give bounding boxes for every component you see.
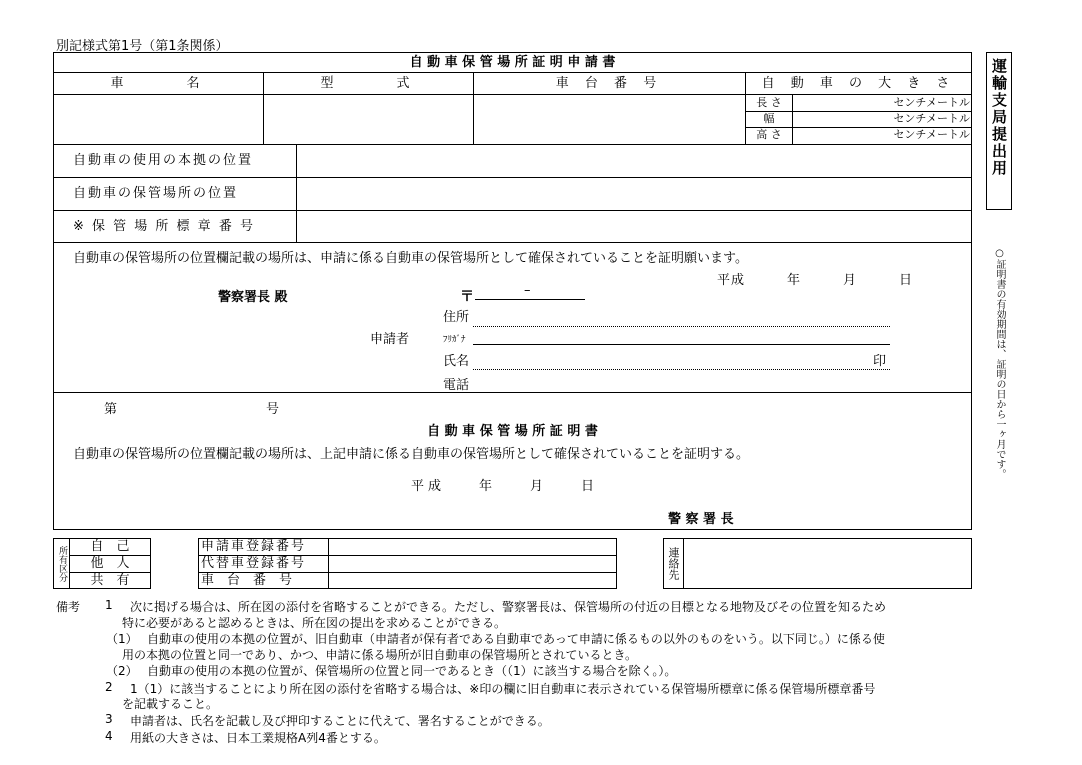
chassis-number-label: 車 台 番 号 (201, 573, 293, 588)
car-name-field[interactable] (54, 95, 262, 143)
header-chassis-number: 車 台 番 号 (555, 76, 663, 91)
note-4-text: 用紙の大きさは、日本工業規格A列4番とする。 (130, 731, 386, 745)
form-title: 自 動 車 保 管 場 所 証 明 申 請 書 (409, 55, 616, 70)
storage-location-field[interactable] (297, 178, 971, 209)
width-unit[interactable]: センチメートル (893, 112, 970, 125)
note-2-text: 1（1）に該当することにより所在図の添付を省略する場合は、※印の欄に旧自動車に表示されている保管場所標章に係る保管場所標章番号 (130, 682, 876, 696)
replacement-registration-field[interactable] (329, 556, 616, 572)
note-1-2-text: 自動車の使用の本拠の位置が、保管場所の位置と同一であるとき（（1）に該当する場合を除く。）。 (147, 664, 677, 678)
postal-mark: 〒 (460, 289, 474, 305)
note-1-1-text: 自動車の使用の本拠の位置が、旧自動車（申請者が保有者である自動車であって申請に係るもの以外のものをいう。以下同じ。）に係る使 (147, 632, 885, 646)
note-1-text: 次に掲げる場合は、所在図の添付を省略することができる。ただし、警察署長は、保管場所の付近の目標となる地物及びその位置を知るため (130, 600, 887, 614)
note-1-2-num: （2） (106, 664, 138, 678)
chassis-number-field-bottom[interactable] (329, 573, 616, 588)
seal-mark: 印 (873, 354, 887, 369)
storage-location-label: 自動車の保管場所の位置 (73, 186, 239, 201)
base-location-label: 自動車の使用の本拠の位置 (73, 153, 254, 168)
address-label: 住所 (443, 310, 470, 325)
furigana-label: ﾌﾘｶﾞﾅ (443, 335, 466, 345)
notes-heading: 備考 (56, 600, 81, 614)
height-label: 高 さ (756, 128, 782, 141)
badge-number-label: ※ 保 管 場 所 標 章 番 号 (73, 219, 255, 234)
certificate-title: 自 動 車 保 管 場 所 証 明 書 (427, 424, 598, 439)
chassis-number-field[interactable] (474, 95, 744, 143)
address-field[interactable] (473, 306, 890, 325)
phone-field[interactable] (473, 373, 890, 391)
phone-label: 電話 (443, 378, 470, 393)
contact-field[interactable] (684, 539, 971, 588)
cert-number-field[interactable] (120, 397, 260, 413)
submission-tab: 運輸支局提出用 (990, 58, 1008, 177)
length-unit[interactable]: センチメートル (893, 96, 970, 109)
note-3-text: 申請者は、氏名を記載し及び押印することに代えて、署名することができる。 (130, 714, 550, 728)
form-reference: 別記様式第1号（第1条関係） (56, 39, 229, 54)
length-label: 長 さ (756, 96, 782, 109)
ownership-option-shared[interactable]: 共 有 (90, 573, 130, 588)
note-1-1-num: （1） (106, 632, 138, 646)
postal-code-field[interactable] (476, 283, 584, 299)
model-field[interactable] (264, 95, 472, 143)
ownership-option-self[interactable]: 自 己 (90, 539, 130, 554)
note-3-num: 3 (105, 712, 113, 726)
note-2-cont: を記載すること。 (122, 697, 219, 711)
note-4-num: 4 (105, 729, 113, 743)
height-unit[interactable]: センチメートル (893, 128, 970, 141)
addressee: 警察署長 殿 (218, 290, 288, 305)
applicant-registration-field[interactable] (329, 539, 616, 555)
width-label: 幅 (763, 112, 775, 125)
cert-number-suffix: 号 (266, 402, 280, 417)
base-location-field[interactable] (297, 145, 971, 176)
request-statement: 自動車の保管場所の位置欄記載の場所は、申請に係る自動車の保管場所として確保されていることを証明願います。 (73, 251, 748, 266)
badge-number-field[interactable] (297, 211, 971, 242)
certificate-statement: 自動車の保管場所の位置欄記載の場所は、上記申請に係る自動車の保管場所として確保されていることを証明する。 (73, 447, 750, 462)
note-1-cont: 特に必要があると認めるときは、所在図の提出を求めることができる。 (122, 616, 507, 630)
certificate-issuer: 警 察 署 長 (668, 512, 734, 527)
ownership-label: 所有区分 (57, 545, 67, 582)
header-model: 型 式 (320, 76, 416, 91)
name-label: 氏名 (443, 354, 470, 369)
note-1-1-cont: 用の本拠の位置と同一であり、かつ、申請に係る場所が旧自動車の保管場所とされているとき。 (122, 648, 638, 662)
applicant-registration-label: 申請車登録番号 (201, 539, 307, 554)
postal-dash: – (524, 283, 531, 298)
furigana-field[interactable] (473, 329, 890, 343)
validity-note: ○証明書の有効期間は、証明の日から一ヶ月です。 (994, 248, 1005, 479)
cert-number-prefix: 第 (104, 402, 118, 417)
ownership-option-other[interactable]: 他 人 (90, 556, 130, 571)
request-date[interactable]: 平成 年 月 日 (717, 273, 914, 288)
contact-label: 連絡先 (667, 547, 680, 580)
certificate-date: 平成 年 月 日 (411, 479, 599, 494)
note-1-num: 1 (105, 598, 113, 612)
name-field[interactable] (473, 349, 868, 368)
note-2-num: 2 (105, 680, 113, 694)
header-vehicle-size: 自 動 車 の 大 き さ (761, 76, 956, 91)
header-car-name: 車 名 (110, 76, 206, 91)
applicant-label: 申請者 (370, 332, 410, 347)
replacement-registration-label: 代替車登録番号 (201, 556, 307, 571)
